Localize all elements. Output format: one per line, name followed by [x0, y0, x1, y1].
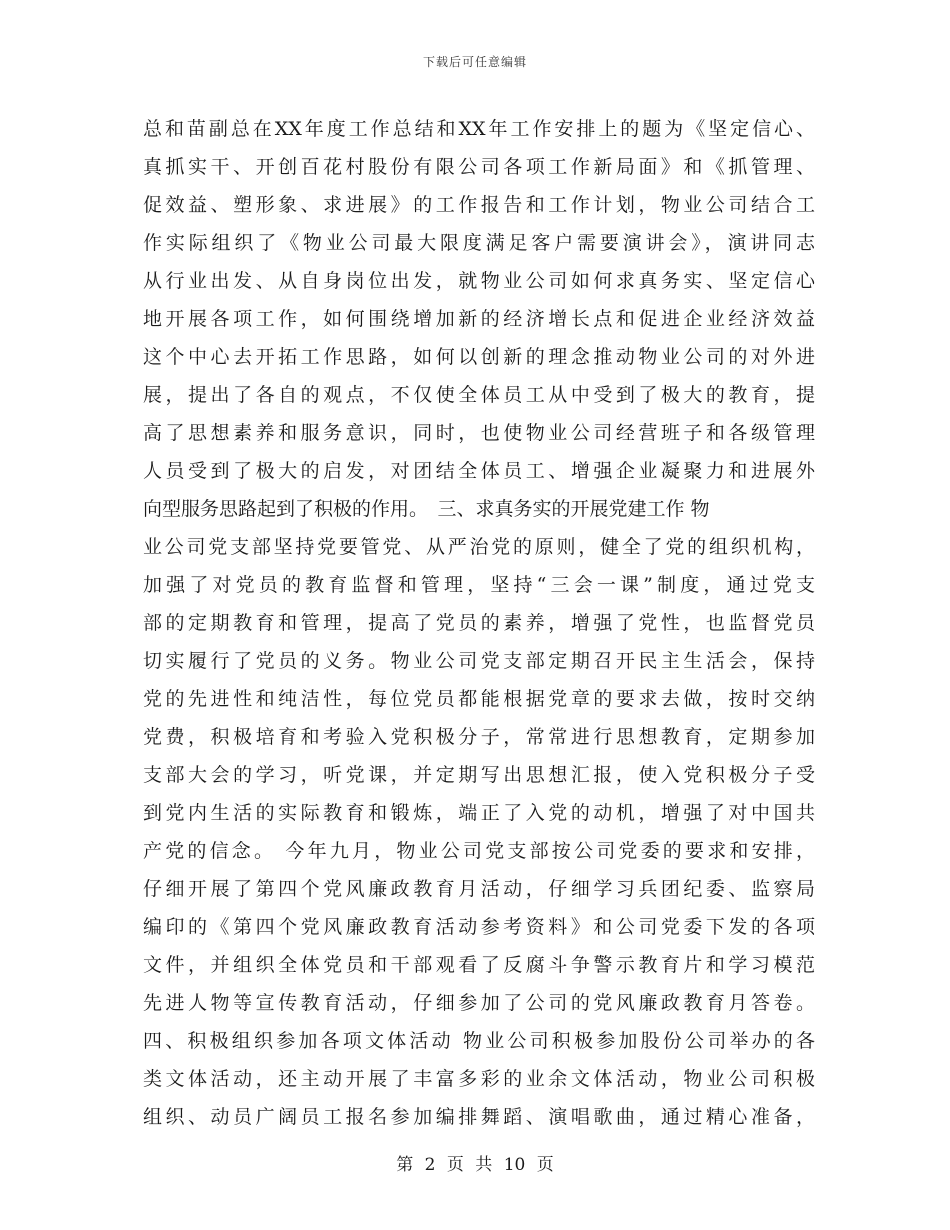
text-line: 四、积极组织参加各项文体活动 物业公司积极参加股份公司举办的各	[143, 1030, 815, 1052]
text-line: 到党内生活的实际教育和锻炼，端正了入党的动机，增强了对中国共	[143, 802, 815, 824]
text-line: 仔细开展了第四个党风廉政教育月活动，仔细学习兵团纪委、监察局	[143, 878, 815, 900]
text-line: 先进人物等宣传教育活动，仔细参加了公司的党风廉政教育月答卷。	[143, 992, 815, 1014]
text-line: 真抓实干、开创百花村股份有限公司各项工作新局面》和《抓管理、	[143, 156, 815, 178]
text-line: 业公司党支部坚持党要管党、从严治党的原则，健全了党的组织机构，	[143, 536, 815, 558]
text-line: 支部大会的学习，听党课，并定期写出思想汇报，使入党积极分子受	[143, 764, 815, 786]
text-line: 总和苗副总在XX年度工作总结和XX年工作安排上的题为《坚定信心、	[143, 118, 815, 140]
document-body	[143, 110, 815, 1136]
text-line: 地开展各项工作，如何围绕增加新的经济增长点和促进企业经济效益	[143, 308, 815, 330]
text-line: 编印的《第四个党风廉政教育活动参考资料》和公司党委下发的各项	[143, 916, 815, 938]
text-line: 这个中心去开拓工作思路，如何以创新的理念推动物业公司的对外进	[143, 346, 815, 368]
text-line: 党费，积极培育和考验入党积极分子，常常进行思想教育，定期参加	[143, 726, 815, 748]
text-line: 促效益、塑形象、求进展》的工作报告和工作计划，物业公司结合工	[143, 194, 815, 216]
text-line: 从行业出发、从自身岗位出发，就物业公司如何求真务实、坚定信心	[143, 270, 815, 292]
text-line: 产党的信念。 今年九月，物业公司党支部按公司党委的要求和安排，	[143, 840, 815, 862]
text-line: 党的先进性和纯洁性，每位党员都能根据党章的要求去做，按时交纳	[143, 688, 815, 710]
text-line: 向型服务思路起到了积极的作用。 三、求真务实的开展党建工作 物	[143, 498, 710, 520]
page-number-footer: 第 2 页 共 10 页	[396, 1155, 554, 1175]
text-line: 文件，并组织全体党员和干部观看了反腐斗争警示教育片和学习模范	[143, 954, 815, 976]
text-line: 展，提出了各自的观点，不仅使全体员工从中受到了极大的教育，提	[143, 384, 815, 406]
text-line: 高了思想素养和服务意识，同时，也使物业公司经营班子和各级管理	[143, 422, 815, 444]
text-line: 部的定期教育和管理，提高了党员的素养，增强了党性，也监督党员	[143, 612, 815, 634]
text-line: 切实履行了党员的义务。物业公司党支部定期召开民主生活会，保持	[143, 650, 815, 672]
text-line: 类文体活动，还主动开展了丰富多彩的业余文体活动，物业公司积极	[143, 1068, 815, 1090]
text-line: 人员受到了极大的启发，对团结全体员工、增强企业凝聚力和进展外	[143, 460, 815, 482]
page-header-note: 下载后可任意编辑	[422, 55, 527, 69]
text-line: 组织、动员广阔员工报名参加编排舞蹈、演唱歌曲，通过精心准备，	[143, 1106, 815, 1128]
text-line: 作实际组织了《物业公司最大限度满足客户需要演讲会》，演讲同志	[143, 232, 815, 254]
text-line: 加强了对党员的教育监督和管理，坚持“三会一课”制度，通过党支	[143, 574, 815, 596]
